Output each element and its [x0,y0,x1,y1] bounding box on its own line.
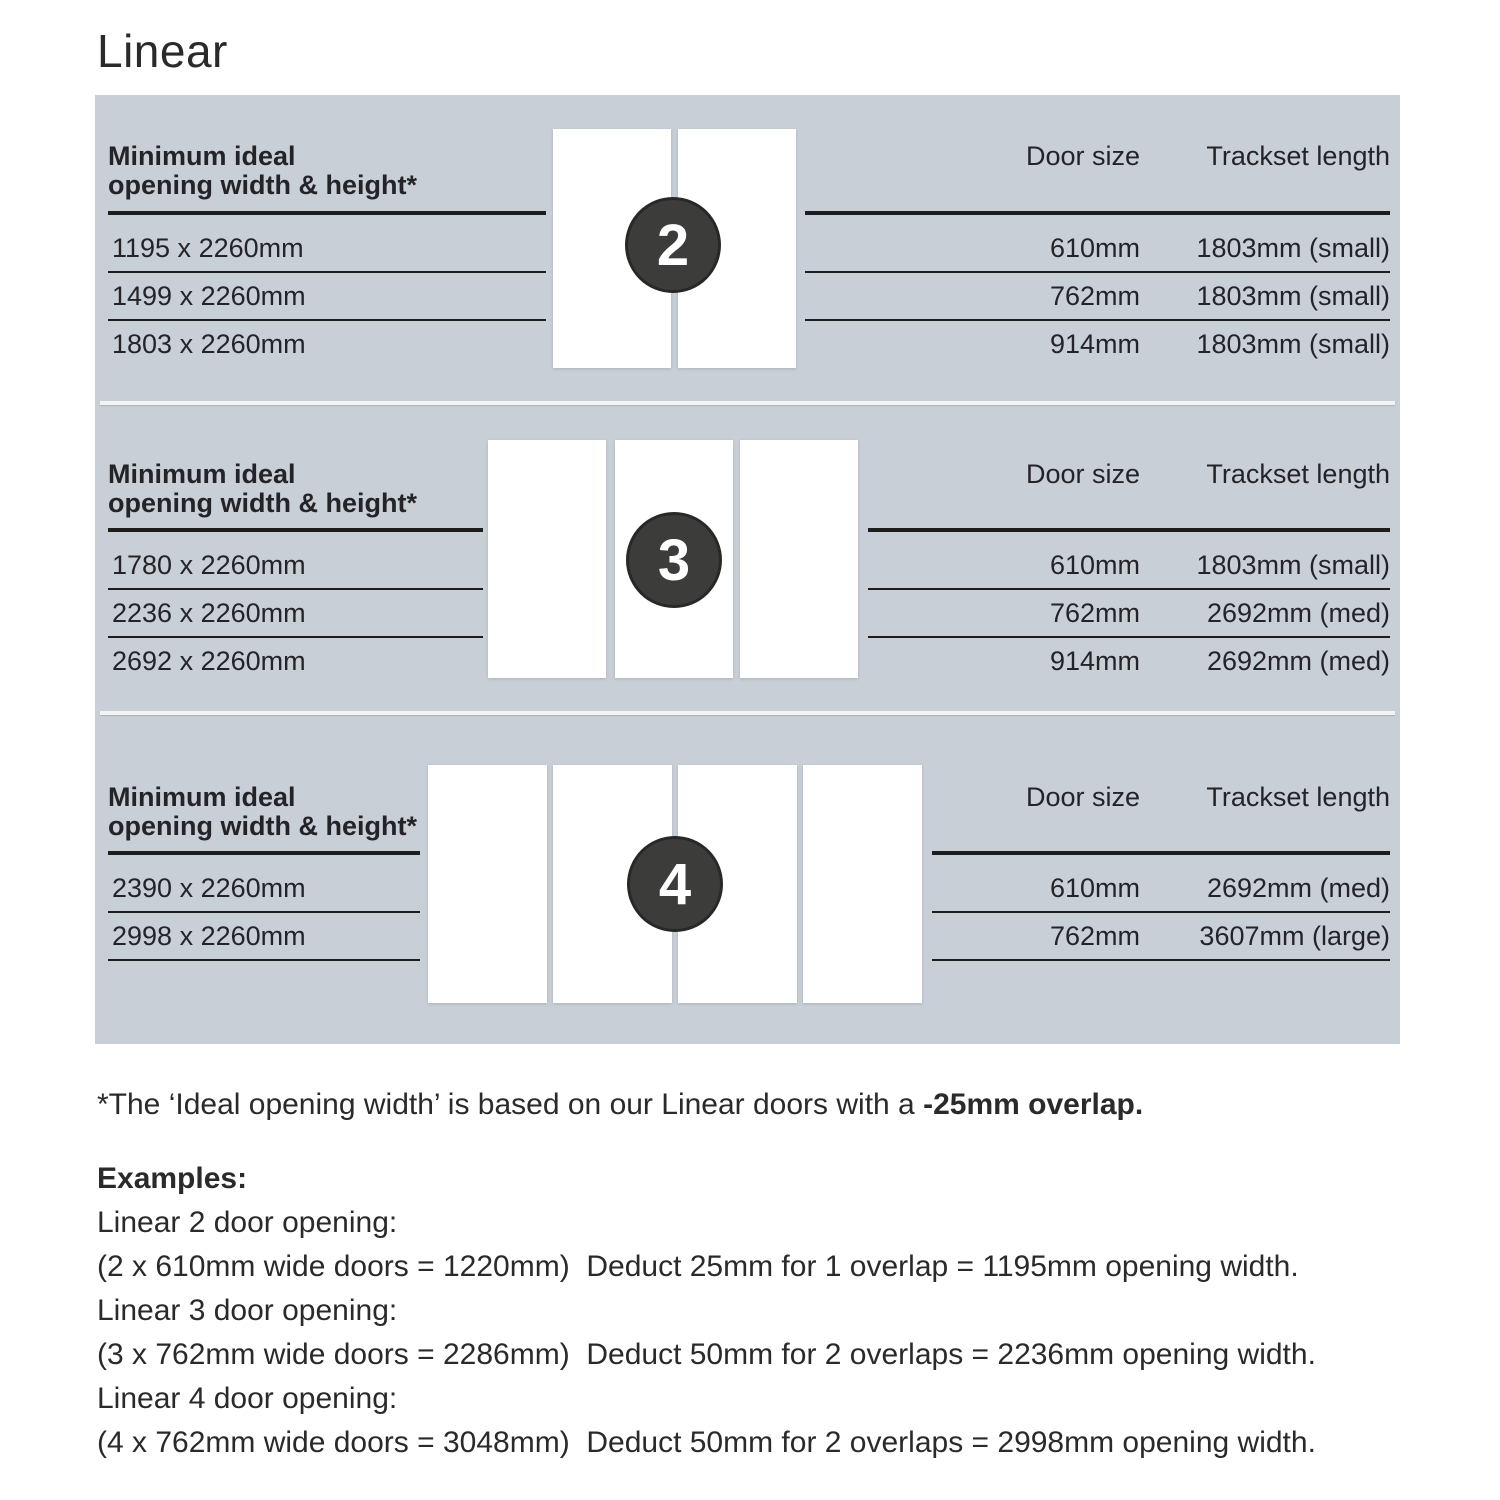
opening-table [108,142,546,367]
trackset-cell: 1803mm (small) [1196,328,1390,359]
section-4-doors [95,713,1400,1044]
trackset-cell: 1803mm (small) [1196,280,1390,311]
opening-size-row: 2998 x 2260mm [108,913,420,961]
opening-table-header-line2: opening width & height* [108,488,417,518]
example-detail: (4 x 762mm wide doors = 3048mm) Deduct 50mm for 2 overlaps = 2998mm opening width. [97,1426,1316,1459]
door-panel [803,765,922,1003]
size-row [868,590,1390,638]
trackset-cell: 2692mm (med) [1206,872,1390,903]
opening-size-row: 1780 x 2260mm [108,542,483,590]
trackset-column-header: Trackset length [1206,782,1390,812]
page-title: Linear [97,25,228,77]
example-detail: (3 x 762mm wide doors = 2286mm) Deduct 50mm for 2 overlaps = 2236mm opening width. [97,1338,1316,1371]
size-row [932,865,1390,913]
door-panel [428,765,547,1003]
example-label: Linear 2 door opening: [97,1206,398,1239]
opening-size-row: 1803 x 2260mm [112,328,306,359]
size-table [805,142,1390,367]
spec-panel [95,95,1400,1044]
opening-table-header-line2: opening width & height* [108,811,417,841]
opening-size-row: 1499 x 2260mm [108,273,546,321]
trackset-cell: 2692mm (med) [1206,597,1390,628]
opening-table-header-line1: Minimum ideal [108,141,296,171]
example-label: Linear 4 door opening: [97,1382,398,1415]
size-table [868,460,1390,684]
door-size-cell: 914mm [1049,645,1140,676]
section-3-doors [95,403,1400,709]
size-table [932,783,1390,961]
footnote [97,1088,1143,1122]
door-size-cell: 762mm [1049,920,1140,951]
size-row [805,273,1390,321]
footnote-text: *The ‘Ideal opening width’ is based on our Linear doors with a [97,1088,924,1121]
door-count-badge: 2 [625,197,721,293]
door-size-cell: 762mm [1049,280,1140,311]
door-panel [488,440,606,678]
size-row [868,638,1390,684]
size-row [932,913,1390,961]
trackset-column-header: Trackset length [1206,459,1390,489]
trackset-cell: 1803mm (small) [1196,232,1390,263]
door-size-cell: 914mm [1049,328,1140,359]
size-row [868,542,1390,590]
door-size-cell: 762mm [1049,597,1140,628]
door-size-column-header: Door size [1025,782,1140,812]
opening-table [108,460,483,684]
opening-table-header-line1: Minimum ideal [108,459,296,489]
door-count-badge: 4 [627,836,723,932]
door-size-cell: 610mm [1049,872,1140,903]
door-size-column-header: Door size [1025,141,1140,171]
opening-size-row: 2390 x 2260mm [108,865,420,913]
door-size-column-header: Door size [1025,459,1140,489]
opening-size-row: 1195 x 2260mm [108,225,546,273]
door-size-cell: 610mm [1049,549,1140,580]
door-size-cell: 610mm [1049,232,1140,263]
opening-table-header-line2: opening width & height* [108,170,417,200]
examples-heading: Examples: [97,1162,248,1195]
section-2-doors [95,95,1400,401]
examples-block [97,1162,1316,1470]
door-panel [740,440,858,678]
trackset-cell: 3607mm (large) [1199,920,1390,951]
size-row [805,225,1390,273]
trackset-cell: 2692mm (med) [1206,645,1390,676]
opening-size-row: 2236 x 2260mm [108,590,483,638]
opening-table [108,783,420,961]
size-row [805,321,1390,367]
opening-table-header-line1: Minimum ideal [108,782,296,812]
example-label: Linear 3 door opening: [97,1294,398,1327]
door-count-badge: 3 [626,512,722,608]
opening-size-row: 2692 x 2260mm [112,645,306,676]
trackset-column-header: Trackset length [1206,141,1390,171]
example-detail: (2 x 610mm wide doors = 1220mm) Deduct 25mm for 1 overlap = 1195mm opening width. [97,1250,1299,1283]
trackset-cell: 1803mm (small) [1196,549,1390,580]
footnote-bold-text: -25mm overlap. [923,1088,1144,1121]
